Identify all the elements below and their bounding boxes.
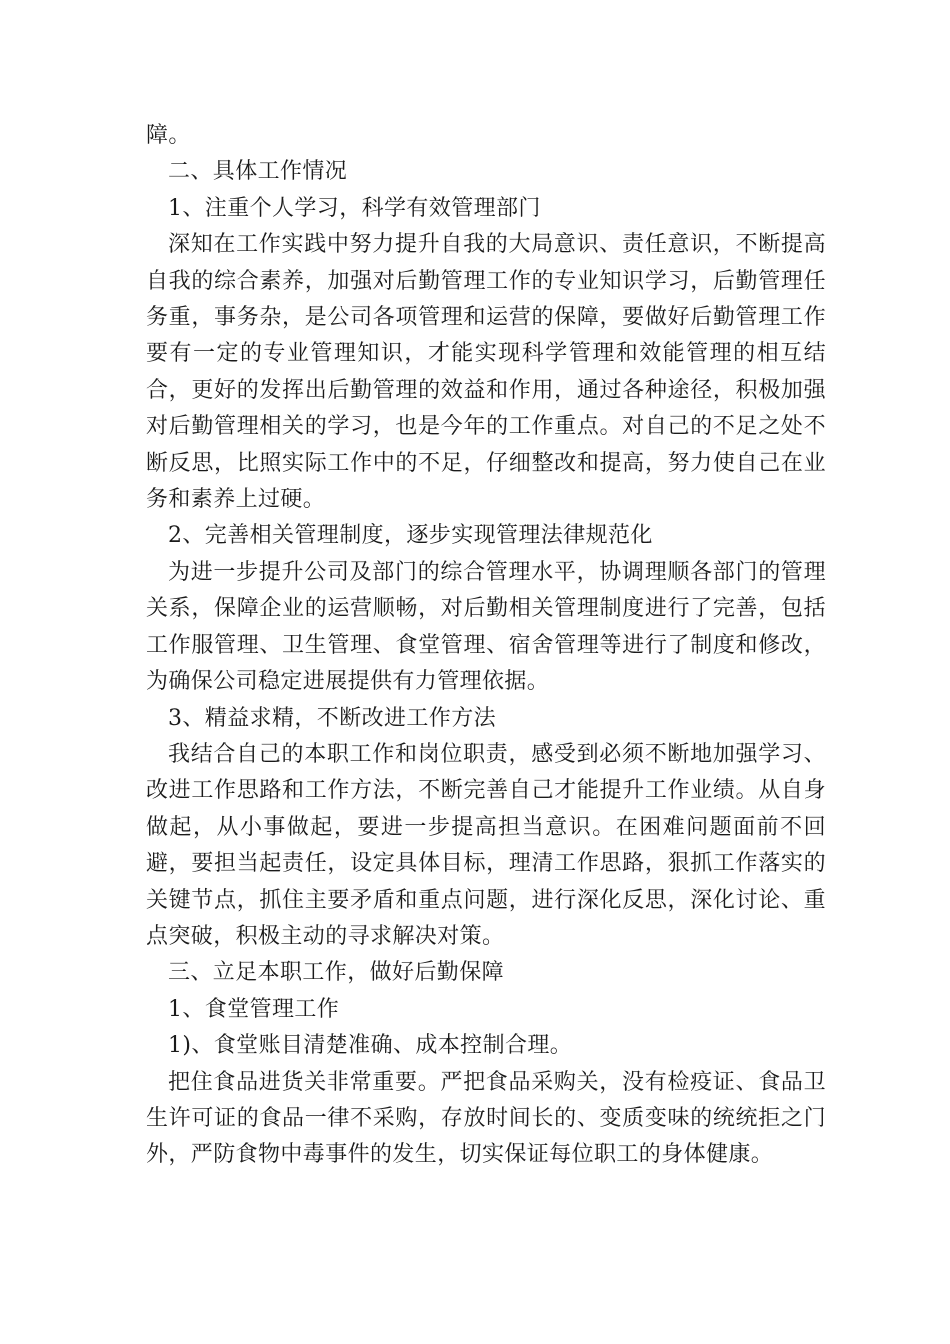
section-heading-logistics: 三、立足本职工作，做好后勤保障 [168,960,505,986]
paragraph-management-system: 为进一步提升公司及部门的综合管理水平，协调理顺各部门的管理关系，保障企业的运营顺畅，对后勤相关管理制度进行了完善，包括工作服管理、卫生管理、食堂管理、宿舍管理等进行了制度和修改，为确保公司稳定进展提供有力管理依据。 [146,559,826,695]
subheading-canteen: 1、食堂管理工作 [168,996,340,1022]
subheading-canteen-accounts: 1)、食堂账目清楚准确、成本控制合理。 [168,1033,573,1059]
subheading-personal-study: 1、注重个人学习，科学有效管理部门 [168,195,541,221]
paragraph-work-methods: 我结合自己的本职工作和岗位职责，感受到必须不断地加强学习、改进工作思路和工作方法，不断完善自己才能提升工作业绩。从自身做起，从小事做起，要进一步提高担当意识。在困难问题面前不回避，要担当起责任，设定具体目标，理清工作思路，狠抓工作落实的关键节点，抓住主要矛盾和重点问题，进行深化反思，深化讨论、重点突破，积极主动的寻求解决对策。 [146,741,826,949]
subheading-management-system: 2、完善相关管理制度，逐步实现管理法律规范化 [168,523,653,549]
section-heading-work-situation: 二、具体工作情况 [168,159,348,185]
paragraph-personal-study: 深知在工作实践中努力提升自我的大局意识、责任意识，不断提高自我的综合素养，加强对后勤管理工作的专业知识学习，后勤管理任务重，事务杂，是公司各项管理和运营的保障，要做好后勤管理工作要有一定的专业管理知识，才能实现科学管理和效能管理的相互结合，更好的发挥出后勤管理的效益和作用，通过各种途径，积极加强对后勤管理相关的学习，也是今年的工作重点。对自己的不足之处不断反思，比照实际工作中的不足，仔细整改和提高，努力使自己在业务和素养上过硬。 [146,232,826,513]
subheading-work-methods: 3、精益求精，不断改进工作方法 [168,705,496,731]
document-body [146,118,826,1174]
paragraph-continuation: 障。 [146,123,191,148]
paragraph-food-purchasing: 把住食品进货关非常重要。严把食品采购关，没有检疫证、食品卫生许可证的食品一律不采购，存放时间长的、变质变味的统统拒之门外，严防食物中毒事件的发生，切实保证每位职工的身体健康。 [146,1069,826,1168]
